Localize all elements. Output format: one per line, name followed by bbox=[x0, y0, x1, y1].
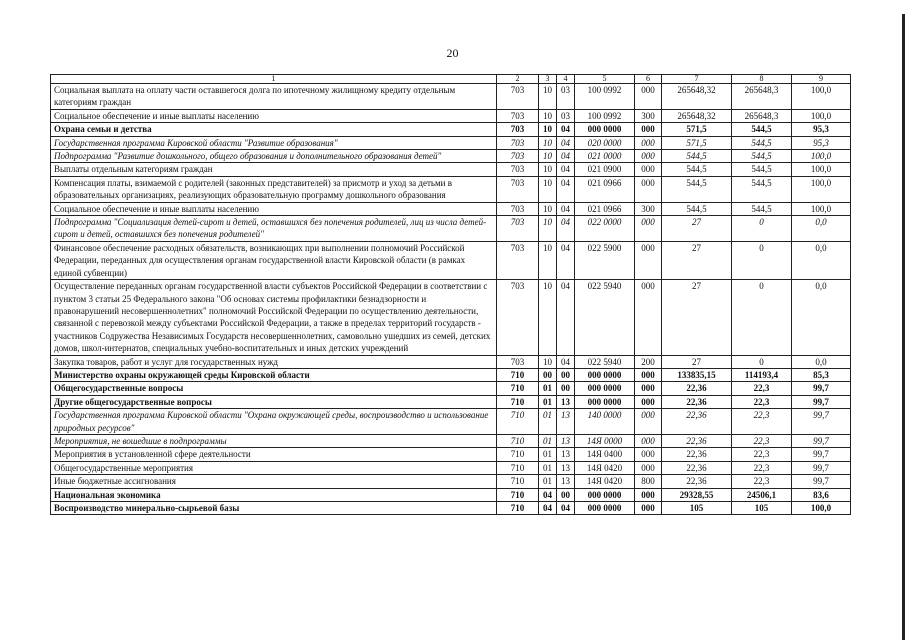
cell-section: 10 bbox=[539, 84, 557, 110]
row-name: Социальное обеспечение и иные выплаты населению bbox=[51, 109, 497, 122]
cell-planned-amount: 22,36 bbox=[662, 475, 732, 488]
cell-expense-type: 000 bbox=[635, 176, 662, 202]
cell-expense-type: 000 bbox=[635, 448, 662, 461]
cell-subsection: 04 bbox=[557, 202, 575, 215]
cell-target-article: 140 0000 bbox=[575, 409, 635, 435]
table-row bbox=[51, 475, 851, 488]
cell-executed-amount: 0 bbox=[732, 216, 792, 242]
cell-target-article: 022 5940 bbox=[575, 280, 635, 355]
cell-expense-type: 000 bbox=[635, 395, 662, 408]
cell-expense-type: 000 bbox=[635, 502, 662, 515]
row-name: Государственная программа Кировской области "Развитие образования" bbox=[51, 136, 497, 149]
cell-subsection: 04 bbox=[557, 280, 575, 355]
cell-subsection: 00 bbox=[557, 382, 575, 395]
cell-planned-amount: 27 bbox=[662, 216, 732, 242]
cell-execution-percent: 85,3 bbox=[792, 368, 851, 381]
cell-target-article: 021 0966 bbox=[575, 176, 635, 202]
cell-section: 01 bbox=[539, 395, 557, 408]
cell-subsection: 04 bbox=[557, 241, 575, 279]
cell-planned-amount: 22,36 bbox=[662, 409, 732, 435]
cell-planned-amount: 27 bbox=[662, 355, 732, 368]
table-row bbox=[51, 176, 851, 202]
cell-planned-amount: 265648,32 bbox=[662, 84, 732, 110]
cell-planned-amount: 544,5 bbox=[662, 163, 732, 176]
cell-section: 01 bbox=[539, 475, 557, 488]
cell-ministry-code: 703 bbox=[497, 280, 539, 355]
cell-execution-percent: 83,6 bbox=[792, 488, 851, 501]
row-name: Иные бюджетные ассигнования bbox=[51, 475, 497, 488]
cell-subsection: 04 bbox=[557, 502, 575, 515]
cell-executed-amount: 105 bbox=[732, 502, 792, 515]
cell-executed-amount: 544,5 bbox=[732, 123, 792, 136]
row-name: Мероприятия в установленной сфере деятельности bbox=[51, 448, 497, 461]
row-name: Подпрограмма "Развитие дошкольного, общего образования и дополнительного образования детей" bbox=[51, 150, 497, 163]
cell-subsection: 04 bbox=[557, 150, 575, 163]
cell-ministry-code: 703 bbox=[497, 202, 539, 215]
row-name: Выплаты отдельным категориям граждан bbox=[51, 163, 497, 176]
cell-subsection: 04 bbox=[557, 216, 575, 242]
cell-executed-amount: 544,5 bbox=[732, 163, 792, 176]
cell-ministry-code: 703 bbox=[497, 163, 539, 176]
table-row bbox=[51, 123, 851, 136]
cell-target-article: 000 0000 bbox=[575, 502, 635, 515]
cell-ministry-code: 703 bbox=[497, 216, 539, 242]
cell-target-article: 000 0000 bbox=[575, 123, 635, 136]
column-header: 4 bbox=[557, 75, 575, 84]
cell-executed-amount: 0 bbox=[732, 280, 792, 355]
cell-executed-amount: 0 bbox=[732, 355, 792, 368]
cell-executed-amount: 22,3 bbox=[732, 434, 792, 447]
cell-subsection: 04 bbox=[557, 355, 575, 368]
cell-executed-amount: 22,3 bbox=[732, 448, 792, 461]
cell-section: 01 bbox=[539, 382, 557, 395]
cell-expense-type: 200 bbox=[635, 355, 662, 368]
cell-planned-amount: 265648,32 bbox=[662, 109, 732, 122]
cell-target-article: 021 0000 bbox=[575, 150, 635, 163]
cell-target-article: 100 0992 bbox=[575, 84, 635, 110]
cell-execution-percent: 99,7 bbox=[792, 461, 851, 474]
cell-planned-amount: 544,5 bbox=[662, 202, 732, 215]
table-row bbox=[51, 202, 851, 215]
cell-expense-type: 000 bbox=[635, 150, 662, 163]
cell-section: 01 bbox=[539, 409, 557, 435]
column-header: 5 bbox=[575, 75, 635, 84]
table-row bbox=[51, 368, 851, 381]
cell-expense-type: 000 bbox=[635, 368, 662, 381]
cell-expense-type: 000 bbox=[635, 280, 662, 355]
cell-target-article: 020 0000 bbox=[575, 136, 635, 149]
cell-executed-amount: 22,3 bbox=[732, 409, 792, 435]
cell-ministry-code: 710 bbox=[497, 395, 539, 408]
cell-section: 10 bbox=[539, 109, 557, 122]
cell-ministry-code: 710 bbox=[497, 461, 539, 474]
column-header: 3 bbox=[539, 75, 557, 84]
cell-execution-percent: 100,0 bbox=[792, 150, 851, 163]
table-row bbox=[51, 150, 851, 163]
cell-subsection: 13 bbox=[557, 395, 575, 408]
table-row bbox=[51, 382, 851, 395]
cell-planned-amount: 571,5 bbox=[662, 123, 732, 136]
cell-executed-amount: 544,5 bbox=[732, 202, 792, 215]
cell-target-article: 000 0000 bbox=[575, 395, 635, 408]
cell-planned-amount: 22,36 bbox=[662, 448, 732, 461]
column-header: 1 bbox=[51, 75, 497, 84]
row-name: Финансовое обеспечение расходных обязательств, возникающих при выполнении полномочий Российской Федерации, переданных для осуществления органам государственной власти Кировской области (в рамках единой субвенции) bbox=[51, 241, 497, 279]
cell-planned-amount: 544,5 bbox=[662, 150, 732, 163]
cell-executed-amount: 24506,1 bbox=[732, 488, 792, 501]
table-row bbox=[51, 136, 851, 149]
cell-section: 00 bbox=[539, 368, 557, 381]
cell-subsection: 04 bbox=[557, 176, 575, 202]
row-name: Мероприятия, не вошедшие в подпрограммы bbox=[51, 434, 497, 447]
cell-ministry-code: 703 bbox=[497, 150, 539, 163]
cell-execution-percent: 0,0 bbox=[792, 241, 851, 279]
cell-expense-type: 000 bbox=[635, 382, 662, 395]
cell-executed-amount: 0 bbox=[732, 241, 792, 279]
table-row bbox=[51, 109, 851, 122]
cell-ministry-code: 703 bbox=[497, 123, 539, 136]
cell-executed-amount: 544,5 bbox=[732, 136, 792, 149]
cell-subsection: 13 bbox=[557, 434, 575, 447]
cell-execution-percent: 100,0 bbox=[792, 163, 851, 176]
cell-planned-amount: 29328,55 bbox=[662, 488, 732, 501]
cell-execution-percent: 100,0 bbox=[792, 502, 851, 515]
cell-expense-type: 000 bbox=[635, 216, 662, 242]
cell-subsection: 04 bbox=[557, 136, 575, 149]
table-row bbox=[51, 84, 851, 110]
cell-subsection: 03 bbox=[557, 109, 575, 122]
cell-target-article: 100 0992 bbox=[575, 109, 635, 122]
cell-ministry-code: 703 bbox=[497, 355, 539, 368]
cell-ministry-code: 703 bbox=[497, 136, 539, 149]
cell-executed-amount: 22,3 bbox=[732, 395, 792, 408]
cell-ministry-code: 710 bbox=[497, 382, 539, 395]
cell-execution-percent: 95,3 bbox=[792, 123, 851, 136]
cell-target-article: 000 0000 bbox=[575, 382, 635, 395]
row-name: Подпрограмма "Социализация детей-сирот и детей, оставшихся без попечения родителей, лиц из числа детей-сирот и детей, оставшихся без попечения родителей" bbox=[51, 216, 497, 242]
cell-executed-amount: 114193,4 bbox=[732, 368, 792, 381]
cell-expense-type: 000 bbox=[635, 434, 662, 447]
cell-section: 10 bbox=[539, 216, 557, 242]
cell-expense-type: 300 bbox=[635, 202, 662, 215]
cell-section: 10 bbox=[539, 136, 557, 149]
table-row bbox=[51, 216, 851, 242]
column-header: 9 bbox=[792, 75, 851, 84]
cell-planned-amount: 544,5 bbox=[662, 176, 732, 202]
cell-section: 01 bbox=[539, 448, 557, 461]
column-header: 6 bbox=[635, 75, 662, 84]
row-name: Воспроизводство минерально-сырьевой базы bbox=[51, 502, 497, 515]
cell-expense-type: 300 bbox=[635, 109, 662, 122]
cell-expense-type: 000 bbox=[635, 84, 662, 110]
table-row bbox=[51, 488, 851, 501]
cell-expense-type: 000 bbox=[635, 241, 662, 279]
table-row bbox=[51, 409, 851, 435]
table-row bbox=[51, 502, 851, 515]
cell-execution-percent: 0,0 bbox=[792, 355, 851, 368]
cell-target-article: 14Я 0420 bbox=[575, 461, 635, 474]
table-row bbox=[51, 280, 851, 355]
row-name: Социальная выплата на оплату части оставшегося долга по ипотечному жилищному кредиту отдельным категориям граждан bbox=[51, 84, 497, 110]
cell-target-article: 021 0966 bbox=[575, 202, 635, 215]
cell-target-article: 022 5940 bbox=[575, 355, 635, 368]
cell-subsection: 13 bbox=[557, 475, 575, 488]
header-row bbox=[51, 75, 851, 84]
cell-subsection: 04 bbox=[557, 123, 575, 136]
cell-execution-percent: 0,0 bbox=[792, 216, 851, 242]
cell-target-article: 022 5900 bbox=[575, 241, 635, 279]
cell-section: 10 bbox=[539, 150, 557, 163]
cell-ministry-code: 703 bbox=[497, 176, 539, 202]
cell-execution-percent: 0,0 bbox=[792, 280, 851, 355]
table-body bbox=[51, 84, 851, 515]
page-number: 20 bbox=[446, 46, 459, 60]
cell-ministry-code: 710 bbox=[497, 368, 539, 381]
table-row bbox=[51, 461, 851, 474]
cell-expense-type: 000 bbox=[635, 163, 662, 176]
cell-execution-percent: 99,7 bbox=[792, 475, 851, 488]
cell-execution-percent: 99,7 bbox=[792, 434, 851, 447]
cell-section: 04 bbox=[539, 502, 557, 515]
cell-ministry-code: 710 bbox=[497, 502, 539, 515]
cell-ministry-code: 710 bbox=[497, 488, 539, 501]
cell-execution-percent: 100,0 bbox=[792, 202, 851, 215]
cell-executed-amount: 544,5 bbox=[732, 176, 792, 202]
cell-target-article: 021 0900 bbox=[575, 163, 635, 176]
cell-subsection: 13 bbox=[557, 448, 575, 461]
cell-target-article: 14Я 0000 bbox=[575, 434, 635, 447]
cell-execution-percent: 100,0 bbox=[792, 84, 851, 110]
cell-planned-amount: 105 bbox=[662, 502, 732, 515]
cell-subsection: 00 bbox=[557, 368, 575, 381]
cell-expense-type: 000 bbox=[635, 136, 662, 149]
table-row bbox=[51, 448, 851, 461]
cell-subsection: 04 bbox=[557, 163, 575, 176]
cell-target-article: 000 0000 bbox=[575, 368, 635, 381]
cell-section: 04 bbox=[539, 488, 557, 501]
cell-target-article: 022 0000 bbox=[575, 216, 635, 242]
cell-executed-amount: 22,3 bbox=[732, 461, 792, 474]
cell-executed-amount: 544,5 bbox=[732, 150, 792, 163]
cell-ministry-code: 710 bbox=[497, 475, 539, 488]
cell-execution-percent: 100,0 bbox=[792, 109, 851, 122]
row-name: Компенсация платы, взимаемой с родителей (законных представителей) за присмотр и уход за детьми в образовательных организациях, реализующих образовательную программу дошкольного образования bbox=[51, 176, 497, 202]
cell-target-article: 000 0000 bbox=[575, 488, 635, 501]
cell-execution-percent: 100,0 bbox=[792, 176, 851, 202]
cell-planned-amount: 27 bbox=[662, 241, 732, 279]
cell-subsection: 13 bbox=[557, 461, 575, 474]
cell-section: 01 bbox=[539, 434, 557, 447]
cell-section: 10 bbox=[539, 202, 557, 215]
cell-ministry-code: 703 bbox=[497, 84, 539, 110]
cell-planned-amount: 22,36 bbox=[662, 382, 732, 395]
cell-execution-percent: 99,7 bbox=[792, 448, 851, 461]
row-name: Общегосударственные вопросы bbox=[51, 382, 497, 395]
cell-target-article: 14Я 0400 bbox=[575, 448, 635, 461]
row-name: Министерство охраны окружающей среды Кировской области bbox=[51, 368, 497, 381]
cell-executed-amount: 22,3 bbox=[732, 475, 792, 488]
cell-executed-amount: 265648,3 bbox=[732, 84, 792, 110]
row-name: Осуществление переданных органам государственной власти субъектов Российской Федерации в соответствии с пунктом 3 статьи 25 Федерального закона "Об основах системы профилактики безнадзорности и правонарушений несовершеннолетних" полномочий Российской Федерации по осуществлению деятельности, связанной с перевозкой между субъектами Российской Федерации, а также в пределах территорий государств - участников Содружества Независимых Государств несовершеннолетних, самовольно ушедших из семей, детских домов, школ-интернатов, специальных учебно-воспитательных и иных детских учреждений bbox=[51, 280, 497, 355]
cell-execution-percent: 99,7 bbox=[792, 395, 851, 408]
cell-expense-type: 800 bbox=[635, 475, 662, 488]
row-name: Общегосударственные мероприятия bbox=[51, 461, 497, 474]
cell-execution-percent: 99,7 bbox=[792, 382, 851, 395]
cell-section: 10 bbox=[539, 280, 557, 355]
cell-subsection: 00 bbox=[557, 488, 575, 501]
table-row bbox=[51, 241, 851, 279]
row-name: Охрана семьи и детства bbox=[51, 123, 497, 136]
cell-section: 10 bbox=[539, 176, 557, 202]
cell-planned-amount: 22,36 bbox=[662, 395, 732, 408]
table-row bbox=[51, 163, 851, 176]
cell-ministry-code: 703 bbox=[497, 109, 539, 122]
cell-expense-type: 000 bbox=[635, 461, 662, 474]
cell-ministry-code: 710 bbox=[497, 448, 539, 461]
cell-section: 10 bbox=[539, 123, 557, 136]
row-name: Закупка товаров, работ и услуг для государственных нужд bbox=[51, 355, 497, 368]
cell-planned-amount: 27 bbox=[662, 280, 732, 355]
budget-table bbox=[50, 74, 851, 515]
cell-expense-type: 000 bbox=[635, 488, 662, 501]
cell-planned-amount: 571,5 bbox=[662, 136, 732, 149]
cell-execution-percent: 99,7 bbox=[792, 409, 851, 435]
table-row bbox=[51, 355, 851, 368]
table-row bbox=[51, 434, 851, 447]
cell-target-article: 14Я 0420 bbox=[575, 475, 635, 488]
cell-subsection: 13 bbox=[557, 409, 575, 435]
cell-executed-amount: 265648,3 bbox=[732, 109, 792, 122]
cell-section: 10 bbox=[539, 241, 557, 279]
cell-section: 10 bbox=[539, 163, 557, 176]
cell-planned-amount: 133835,15 bbox=[662, 368, 732, 381]
column-header: 8 bbox=[732, 75, 792, 84]
row-name: Другие общегосударственные вопросы bbox=[51, 395, 497, 408]
cell-execution-percent: 95,3 bbox=[792, 136, 851, 149]
cell-planned-amount: 22,36 bbox=[662, 461, 732, 474]
cell-executed-amount: 22,3 bbox=[732, 382, 792, 395]
cell-ministry-code: 710 bbox=[497, 434, 539, 447]
cell-planned-amount: 22,36 bbox=[662, 434, 732, 447]
cell-expense-type: 000 bbox=[635, 409, 662, 435]
cell-subsection: 03 bbox=[557, 84, 575, 110]
row-name: Государственная программа Кировской области "Охрана окружающей среды, воспроизводство и использование природных ресурсов" bbox=[51, 409, 497, 435]
row-name: Национальная экономика bbox=[51, 488, 497, 501]
cell-ministry-code: 703 bbox=[497, 241, 539, 279]
column-header: 2 bbox=[497, 75, 539, 84]
cell-expense-type: 000 bbox=[635, 123, 662, 136]
column-header: 7 bbox=[662, 75, 732, 84]
cell-ministry-code: 710 bbox=[497, 409, 539, 435]
row-name: Социальное обеспечение и иные выплаты населению bbox=[51, 202, 497, 215]
table-row bbox=[51, 395, 851, 408]
cell-section: 01 bbox=[539, 461, 557, 474]
cell-section: 10 bbox=[539, 355, 557, 368]
